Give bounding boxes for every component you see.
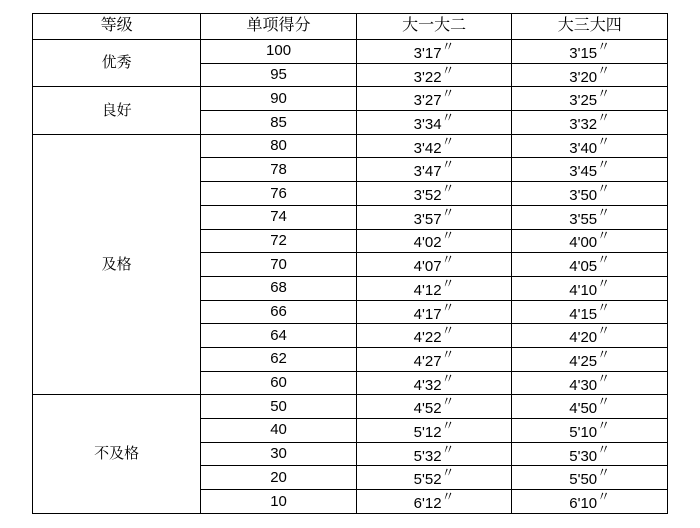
time-cell-year12: [356, 134, 512, 158]
time-cell-year12: [356, 419, 512, 443]
column-header-year34: 大三大四: [512, 14, 668, 40]
score-cell: 30: [201, 442, 357, 466]
time-value: 3'22: [413, 68, 442, 86]
second-mark: 〃: [597, 157, 611, 173]
second-mark: 〃: [597, 228, 611, 244]
second-mark: 〃: [441, 299, 455, 315]
time-value: 4'30: [569, 376, 598, 394]
time-cell-year34: [512, 63, 668, 87]
score-cell: 10: [201, 490, 357, 514]
second-mark: 〃: [597, 346, 611, 362]
second-mark: 〃: [597, 38, 611, 54]
time-value: 3'15: [569, 44, 598, 62]
time-value: 3'45: [569, 163, 598, 181]
time-value: 4'22: [413, 329, 442, 347]
time-cell-year34: [512, 276, 668, 300]
time-value: 3'55: [569, 210, 598, 228]
grade-standard-table: [32, 13, 668, 514]
time-cell-year34: [512, 442, 668, 466]
second-mark: 〃: [441, 465, 455, 481]
time-value: 3'57: [413, 210, 442, 228]
time-cell-year34: [512, 87, 668, 111]
second-mark: 〃: [597, 299, 611, 315]
score-cell: 76: [201, 182, 357, 206]
second-mark: 〃: [441, 417, 455, 433]
time-cell-year12: [356, 205, 512, 229]
time-value: 6'12: [413, 495, 442, 513]
time-value: 6'10: [569, 495, 598, 513]
second-mark: 〃: [441, 441, 455, 457]
time-value: 3'17: [413, 44, 442, 62]
time-value: 5'50: [569, 471, 598, 489]
time-cell-year12: [356, 158, 512, 182]
time-cell-year34: [512, 419, 668, 443]
time-cell-year12: [356, 63, 512, 87]
second-mark: 〃: [597, 394, 611, 410]
time-cell-year34: [512, 253, 668, 277]
second-mark: 〃: [441, 133, 455, 149]
time-value: 5'12: [413, 423, 442, 441]
level-cell: 优秀: [33, 40, 201, 87]
score-cell: 40: [201, 419, 357, 443]
table-row: [33, 87, 668, 111]
column-header-level: 等级: [33, 14, 201, 40]
second-mark: 〃: [441, 370, 455, 386]
time-value: 3'20: [569, 68, 598, 86]
time-cell-year12: [356, 371, 512, 395]
table-row: [33, 40, 668, 64]
second-mark: 〃: [597, 370, 611, 386]
second-mark: 〃: [597, 133, 611, 149]
second-mark: 〃: [441, 204, 455, 220]
second-mark: 〃: [597, 62, 611, 78]
second-mark: 〃: [441, 157, 455, 173]
time-value: 4'52: [413, 400, 442, 418]
table-header: [33, 14, 668, 40]
score-cell: 72: [201, 229, 357, 253]
time-value: 4'07: [413, 258, 442, 276]
time-value: 3'40: [569, 139, 598, 157]
second-mark: 〃: [597, 465, 611, 481]
score-cell: 64: [201, 324, 357, 348]
time-value: 3'50: [569, 187, 598, 205]
second-mark: 〃: [441, 323, 455, 339]
second-mark: 〃: [441, 62, 455, 78]
time-cell-year34: [512, 395, 668, 419]
time-value: 3'42: [413, 139, 442, 157]
second-mark: 〃: [441, 346, 455, 362]
second-mark: 〃: [597, 86, 611, 102]
score-cell: 66: [201, 300, 357, 324]
second-mark: 〃: [441, 228, 455, 244]
time-value: 3'52: [413, 187, 442, 205]
time-cell-year12: [356, 40, 512, 64]
time-value: 4'10: [569, 281, 598, 299]
time-value: 4'12: [413, 281, 442, 299]
time-cell-year34: [512, 111, 668, 135]
score-cell: 62: [201, 347, 357, 371]
time-value: 3'27: [413, 92, 442, 110]
time-value: 4'05: [569, 258, 598, 276]
time-cell-year34: [512, 134, 668, 158]
time-value: 5'30: [569, 447, 598, 465]
second-mark: 〃: [597, 204, 611, 220]
time-cell-year34: [512, 229, 668, 253]
second-mark: 〃: [597, 489, 611, 505]
time-value: 5'52: [413, 471, 442, 489]
table-row: [33, 134, 668, 158]
time-cell-year12: [356, 324, 512, 348]
second-mark: 〃: [441, 394, 455, 410]
time-value: 4'25: [569, 352, 598, 370]
score-cell: 20: [201, 466, 357, 490]
time-cell-year12: [356, 253, 512, 277]
time-cell-year34: [512, 40, 668, 64]
score-cell: 68: [201, 276, 357, 300]
score-cell: 60: [201, 371, 357, 395]
time-value: 4'02: [413, 234, 442, 252]
column-header-year12: 大一大二: [356, 14, 512, 40]
score-cell: 100: [201, 40, 357, 64]
time-cell-year34: [512, 158, 668, 182]
time-value: 3'25: [569, 92, 598, 110]
second-mark: 〃: [597, 181, 611, 197]
score-cell: 70: [201, 253, 357, 277]
time-value: 5'10: [569, 423, 598, 441]
score-cell: 80: [201, 134, 357, 158]
score-cell: 85: [201, 111, 357, 135]
second-mark: 〃: [441, 86, 455, 102]
time-value: 4'00: [569, 234, 598, 252]
time-cell-year12: [356, 182, 512, 206]
time-value: 5'32: [413, 447, 442, 465]
column-header-score: 单项得分: [201, 14, 357, 40]
time-value: 4'15: [569, 305, 598, 323]
second-mark: 〃: [597, 252, 611, 268]
time-cell-year34: [512, 347, 668, 371]
time-cell-year34: [512, 466, 668, 490]
time-cell-year12: [356, 111, 512, 135]
second-mark: 〃: [441, 252, 455, 268]
second-mark: 〃: [597, 441, 611, 457]
time-value: 3'32: [569, 116, 598, 134]
time-cell-year34: [512, 182, 668, 206]
second-mark: 〃: [597, 110, 611, 126]
score-cell: 74: [201, 205, 357, 229]
time-cell-year12: [356, 229, 512, 253]
time-cell-year12: [356, 87, 512, 111]
second-mark: 〃: [441, 489, 455, 505]
score-cell: 90: [201, 87, 357, 111]
time-cell-year12: [356, 490, 512, 514]
time-value: 4'17: [413, 305, 442, 323]
score-cell: 50: [201, 395, 357, 419]
second-mark: 〃: [597, 417, 611, 433]
time-value: 4'32: [413, 376, 442, 394]
time-cell-year12: [356, 300, 512, 324]
second-mark: 〃: [441, 110, 455, 126]
time-value: 4'27: [413, 352, 442, 370]
second-mark: 〃: [441, 38, 455, 54]
time-value: 4'20: [569, 329, 598, 347]
time-value: 3'34: [413, 116, 442, 134]
second-mark: 〃: [441, 275, 455, 291]
level-cell: 不及格: [33, 395, 201, 514]
score-cell: 95: [201, 63, 357, 87]
time-cell-year34: [512, 324, 668, 348]
table-row: [33, 395, 668, 419]
second-mark: 〃: [597, 323, 611, 339]
table-body: [33, 40, 668, 514]
time-cell-year34: [512, 300, 668, 324]
time-cell-year12: [356, 466, 512, 490]
time-cell-year34: [512, 205, 668, 229]
time-cell-year12: [356, 442, 512, 466]
time-cell-year34: [512, 371, 668, 395]
time-value: 4'50: [569, 400, 598, 418]
time-cell-year12: [356, 347, 512, 371]
second-mark: 〃: [441, 181, 455, 197]
level-cell: 及格: [33, 134, 201, 395]
score-cell: 78: [201, 158, 357, 182]
level-cell: 良好: [33, 87, 201, 134]
time-cell-year12: [356, 276, 512, 300]
time-value: 3'47: [413, 163, 442, 181]
table-header-row: [33, 14, 668, 40]
time-cell-year34: [512, 490, 668, 514]
second-mark: 〃: [597, 275, 611, 291]
time-cell-year12: [356, 395, 512, 419]
